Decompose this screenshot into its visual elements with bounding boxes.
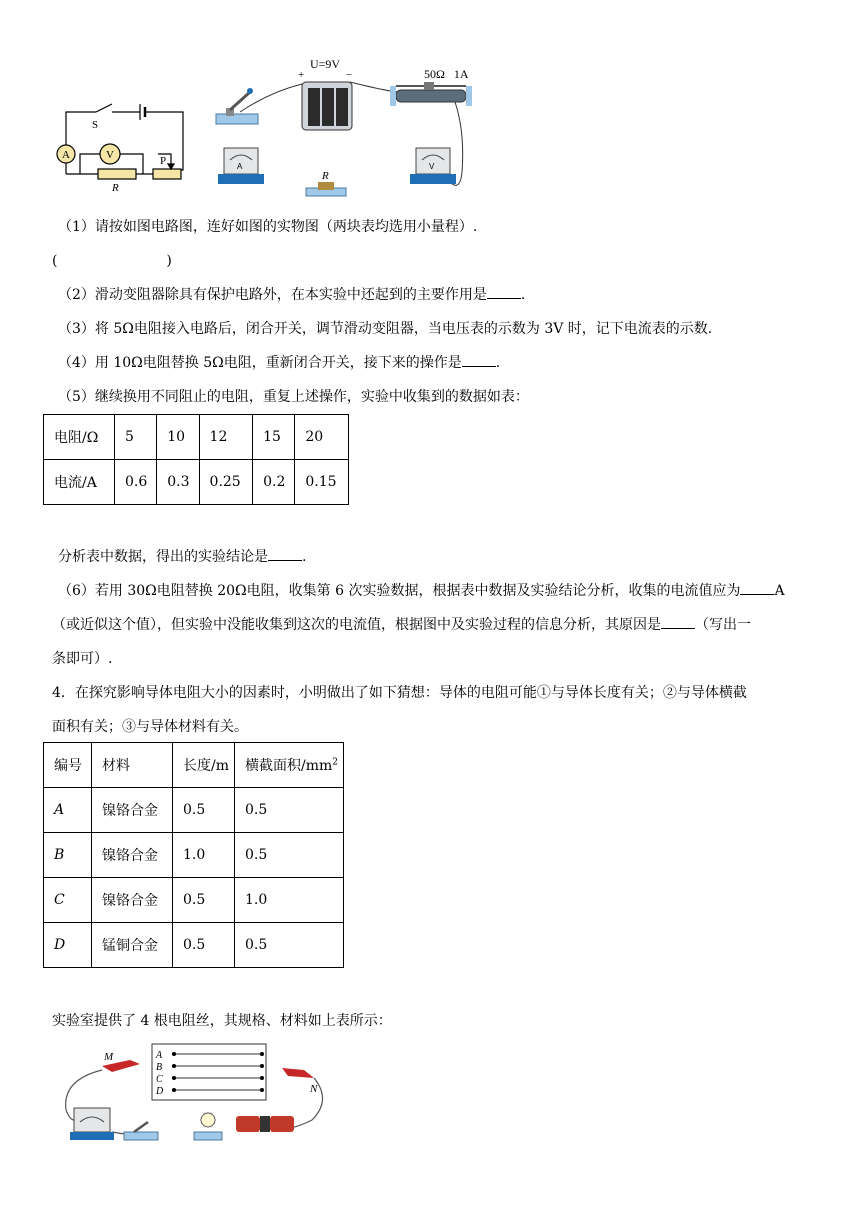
col-header-text: 横截面积/mm xyxy=(245,758,333,774)
table-cell: D xyxy=(44,923,92,968)
switch-device xyxy=(216,88,258,124)
table-row xyxy=(44,878,344,923)
q3-conclusion-text: 分析表中数据，得出的实验结论是 xyxy=(58,549,268,565)
clip-n-label: N xyxy=(310,1083,318,1095)
q3-step2-text: （2）滑动变阻器除具有保护电路外，在本实验中还起到的主要作用是 xyxy=(58,287,487,303)
table-row-header: 电流/A xyxy=(44,460,115,505)
superscript: 2 xyxy=(332,757,339,768)
q3-step5: （5）继续换用不同阻止的电阻，重复上述操作，实验中收集到的数据如表： xyxy=(58,389,529,405)
table-cell: 0.5 xyxy=(235,788,344,833)
table-row xyxy=(44,460,349,505)
bulb-device xyxy=(194,1113,222,1140)
table-row xyxy=(44,833,344,878)
table-header-row xyxy=(44,743,344,788)
table-cell: B xyxy=(44,833,92,878)
table-cell: 5 xyxy=(115,415,157,460)
col-header: 材料 xyxy=(92,743,173,788)
resistance-wire-apparatus xyxy=(52,1040,342,1148)
apparatus-figure xyxy=(210,52,480,202)
q4-after-table: 实验室提供了 4 根电阻丝，其规格、材料如上表所示： xyxy=(52,1013,392,1029)
period: . xyxy=(495,355,501,371)
resistance-current-table xyxy=(43,414,349,505)
q3-step6-reason-blank[interactable] xyxy=(661,614,695,629)
rheostat-label: 50Ω 1A xyxy=(424,67,469,81)
q3-step6-current-blank[interactable] xyxy=(740,580,774,595)
switch-label: S xyxy=(92,119,99,131)
wire-label-b: B xyxy=(156,1062,163,1073)
q3-step6-line2 xyxy=(52,614,751,636)
wire-label-c: C xyxy=(156,1074,163,1085)
table-cell: A xyxy=(44,788,92,833)
table-row xyxy=(44,923,344,968)
ammeter-device xyxy=(70,1108,114,1140)
q3-conclusion xyxy=(58,546,306,568)
resistor-device-label: R xyxy=(322,170,329,182)
clip-n xyxy=(282,1068,314,1078)
table-cell: 0.5 xyxy=(173,788,235,833)
resistor-device xyxy=(306,182,346,196)
q4-intro-line1: 4．在探究影响导体电阻大小的因素时，小明做出了如下猜想：导体的电阻可能①与导体长度有关；②与导体横截 xyxy=(52,685,747,701)
table-cell: 锰铜合金 xyxy=(92,923,173,968)
q3-step2-blank[interactable] xyxy=(487,284,521,299)
battery-box xyxy=(302,82,352,130)
switch-device xyxy=(124,1122,158,1140)
resistor-label: R xyxy=(112,182,119,192)
table-cell: 12 xyxy=(199,415,253,460)
table-cell: 镍铬合金 xyxy=(92,833,173,878)
table-cell: 0.6 xyxy=(115,460,157,505)
q3-step4-text: （4）用 10Ω电阻替换 5Ω电阻，重新闭合开关，接下来的操作是 xyxy=(58,355,462,371)
table-cell: 15 xyxy=(253,415,295,460)
voltmeter-device-label: V xyxy=(429,162,435,171)
voltmeter-symbol: V xyxy=(106,149,114,161)
table-cell: 1.0 xyxy=(173,833,235,878)
unit-label: A xyxy=(774,583,785,599)
wire-label-a: A xyxy=(156,1050,163,1061)
circuit-diagram xyxy=(48,92,198,192)
table-cell: 0.25 xyxy=(199,460,253,505)
battery-device xyxy=(236,1116,294,1132)
wire-label-d: D xyxy=(156,1086,164,1097)
q3-conclusion-blank[interactable] xyxy=(268,546,302,561)
table-row-header: 电阻/Ω xyxy=(44,415,115,460)
q3-step1-answer-paren xyxy=(52,250,172,272)
table-row xyxy=(44,788,344,833)
q3-step3: （3）将 5Ω电阻接入电路后，闭合开关，调节滑动变阻器，当电压表的示数为 3V 时，记下电流表的示数. xyxy=(58,321,713,337)
table-cell: 1.0 xyxy=(235,878,344,923)
table-cell: C xyxy=(44,878,92,923)
q4-intro-line2: 面积有关；③与导体材料有关。 xyxy=(52,719,248,735)
table-cell: 镍铬合金 xyxy=(92,878,173,923)
q3-step2 xyxy=(58,284,525,306)
battery-minus: − xyxy=(346,69,353,81)
table-cell: 0.3 xyxy=(157,460,199,505)
ammeter-symbol: A xyxy=(62,149,70,161)
paren-open: ( xyxy=(52,253,58,269)
table-cell: 0.5 xyxy=(235,923,344,968)
resistance-wire-table xyxy=(43,742,344,968)
slider-label: P xyxy=(160,155,167,167)
table-cell: 0.5 xyxy=(173,923,235,968)
q3-step4 xyxy=(58,352,500,374)
q3-step1: （1）请按如图电路图，连好如图的实物图（两块表均选用小量程）. xyxy=(58,219,478,235)
period: . xyxy=(302,549,307,565)
paren-close: ) xyxy=(166,253,172,269)
col-header: 编号 xyxy=(44,743,92,788)
battery-plus: + xyxy=(298,69,305,81)
q3-step6-line1 xyxy=(58,580,785,602)
q3-step6-text2: （或近似这个值），但实验中没能收集到这次的电流值，根据图中及实验过程的信息分析，其原因是 xyxy=(52,617,661,633)
table-cell: 镍铬合金 xyxy=(92,788,173,833)
col-header xyxy=(235,743,344,788)
ammeter-device-label: A xyxy=(237,162,243,171)
q3-step4-blank[interactable] xyxy=(462,352,496,367)
table-cell: 0.5 xyxy=(173,878,235,923)
period: . xyxy=(520,287,526,303)
table-row xyxy=(44,415,349,460)
table-cell: 0.5 xyxy=(235,833,344,878)
q3-step6-tail: （写出一 xyxy=(695,617,751,633)
table-cell: 10 xyxy=(157,415,199,460)
table-cell: 0.15 xyxy=(295,460,349,505)
col-header: 长度/m xyxy=(173,743,235,788)
table-cell: 20 xyxy=(295,415,349,460)
q3-step6-line3: 条即可）. xyxy=(52,651,113,667)
rheostat-device xyxy=(390,82,472,106)
q3-step6-text: （6）若用 30Ω电阻替换 20Ω电阻，收集第 6 次实验数据，根据表中数据及实验结论分析，收集的电流值应为 xyxy=(58,583,741,599)
clip-m-label: M xyxy=(104,1051,114,1063)
voltage-label: U=9V xyxy=(310,57,341,71)
table-cell: 0.2 xyxy=(253,460,295,505)
